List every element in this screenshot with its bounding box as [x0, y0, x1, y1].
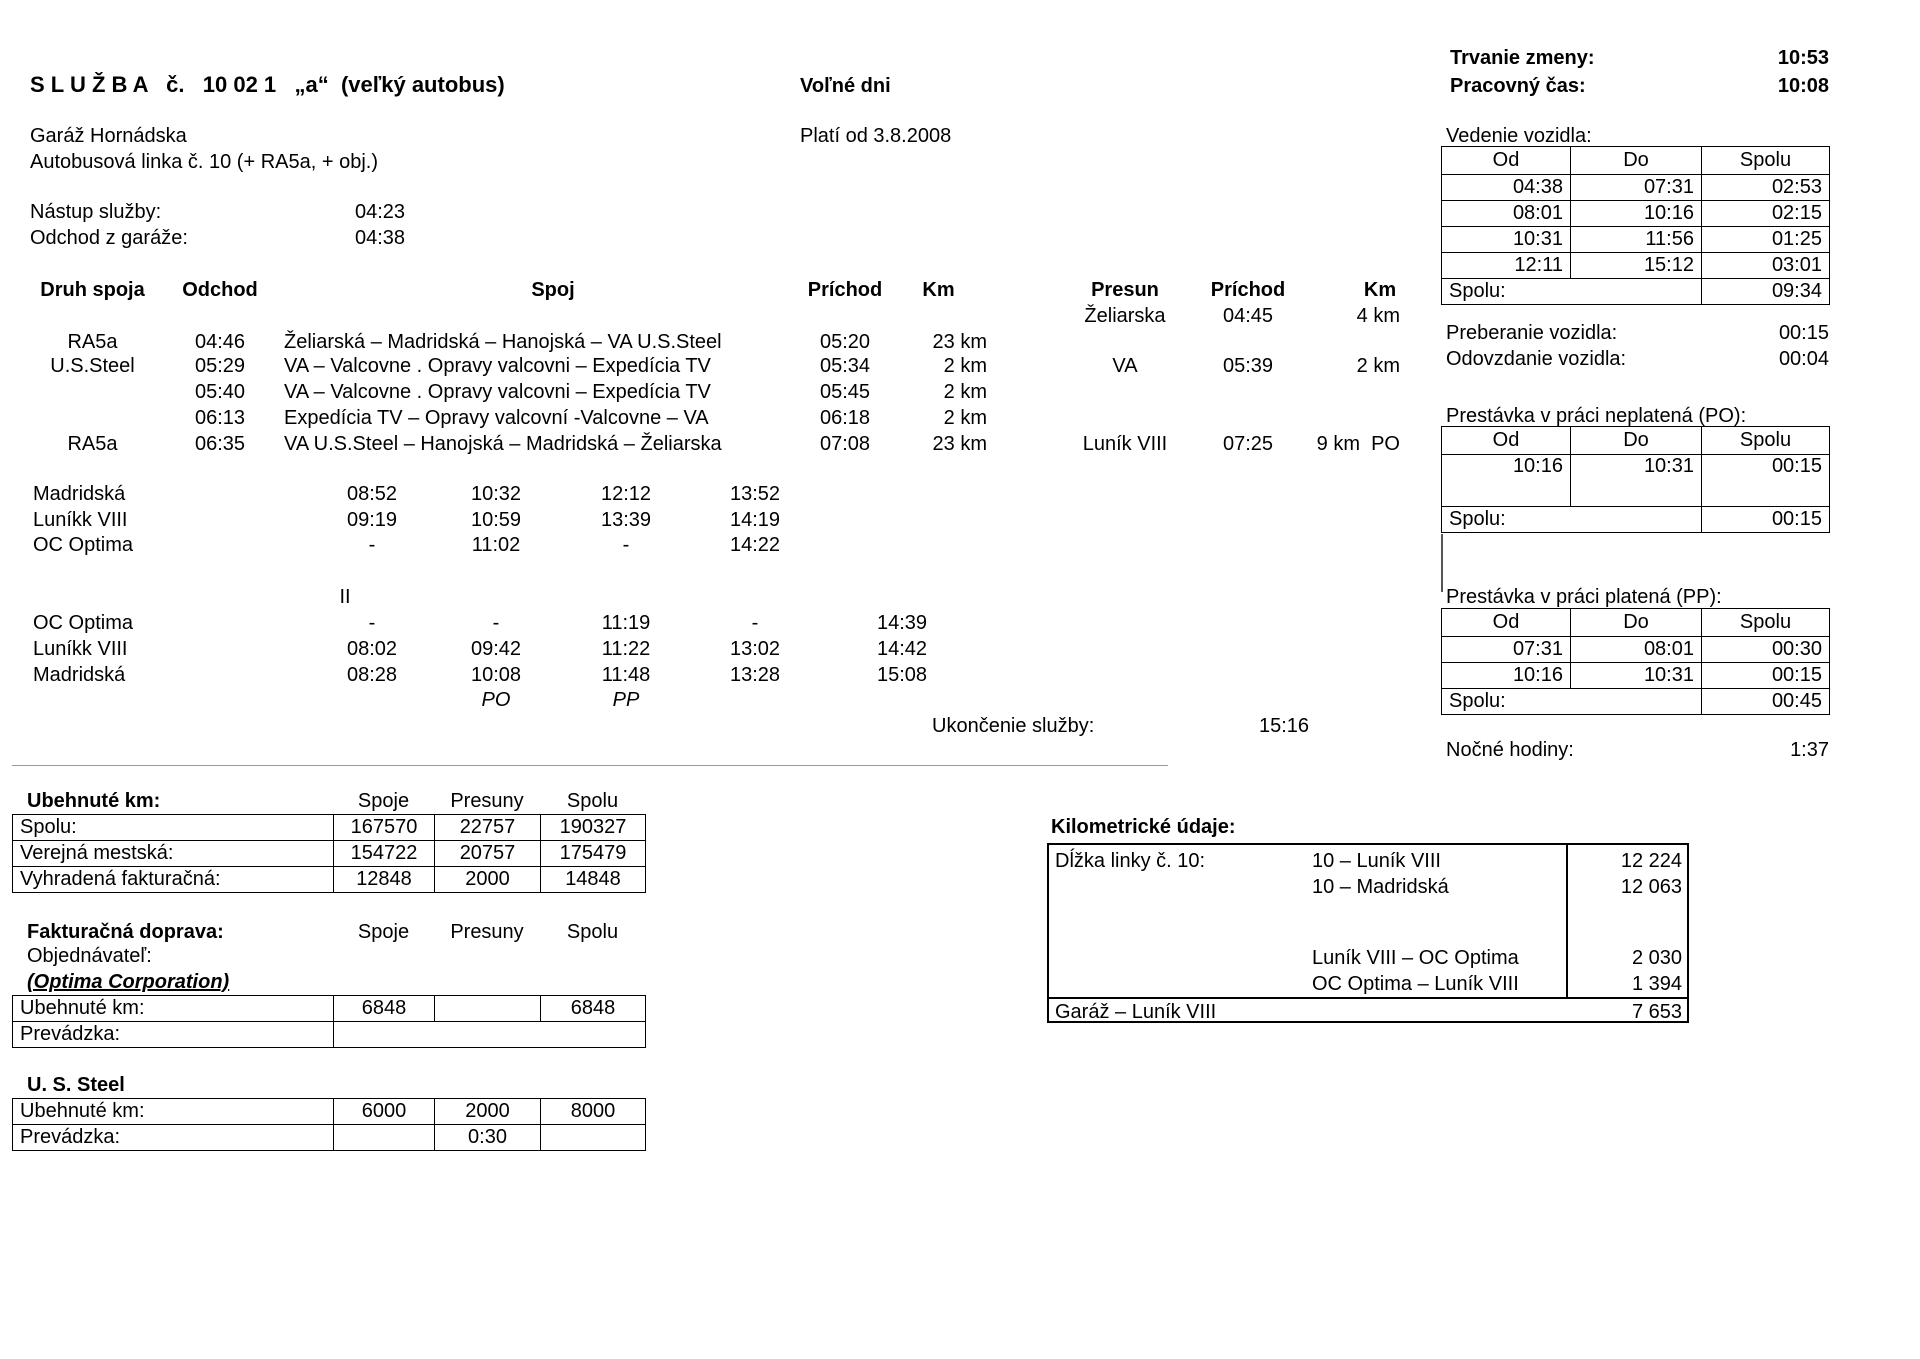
spolu: 6848 — [541, 996, 646, 1022]
route: 10 – Luník VIII — [1312, 850, 1441, 872]
row-label: Prevádzka: — [13, 1022, 334, 1048]
handover-value: 00:04 — [1778, 348, 1829, 370]
schedule-col-druh-spoja: Druh spoja — [40, 279, 145, 301]
row-label: Vyhradená fakturačná: — [13, 867, 334, 893]
garage-departure-label: Odchod z garáže: — [30, 227, 188, 249]
break-unpaid-header-row — [1442, 427, 1830, 455]
spolu: 02:53 — [1702, 175, 1830, 201]
billing-row — [13, 996, 646, 1022]
time: - — [492, 612, 500, 634]
end-of-service-label: Ukončenie služby: — [932, 715, 1095, 737]
km-2: 9 km PO — [1316, 433, 1400, 455]
time: 10:32 — [470, 483, 522, 505]
spolu: 00:30 — [1702, 637, 1830, 663]
prichod-2: 07:25 — [1222, 433, 1274, 455]
line-length-label: Dĺžka linky č. 10: — [1055, 850, 1206, 872]
od: 04:38 — [1442, 175, 1571, 201]
prichod-2: 05:39 — [1222, 355, 1274, 377]
schedule-col-presun: Presun — [1091, 279, 1159, 301]
col-od: Od — [1442, 609, 1571, 637]
spoje: 167570 — [334, 815, 435, 841]
valid-from: Platí od 3.8.2008 — [800, 125, 952, 147]
break-paid-title: Prestávka v práci platená (PP): — [1446, 586, 1722, 608]
spolu: 01:25 — [1702, 227, 1830, 253]
presun: VA — [1112, 355, 1138, 377]
break-paid-header-row — [1442, 609, 1830, 637]
driving-row — [1442, 227, 1830, 253]
km-summary-row — [13, 867, 646, 893]
schedule-col-km-2: Km — [1363, 279, 1397, 301]
od: 10:16 — [1442, 455, 1571, 507]
spoj-route: Želiarská – Madridská – Hanojská – VA U.S.Steel — [284, 331, 722, 353]
free-days-label: Voľné dni — [800, 75, 891, 97]
break-paid-table — [1441, 608, 1830, 715]
spolu: 8000 — [541, 1099, 646, 1125]
time: 14:42 — [876, 638, 928, 660]
row-label: Prevádzka: — [13, 1125, 334, 1151]
spolu: 02:15 — [1702, 201, 1830, 227]
col-do: Do — [1571, 147, 1702, 175]
schedule-col-prichod-2: Príchod — [1210, 279, 1286, 301]
garage-route: Garáž – Luník VIII — [1055, 1001, 1217, 1023]
km-summary-title: Ubehnuté km: — [27, 790, 161, 812]
do: 07:31 — [1571, 175, 1702, 201]
col-spolu: Spolu — [566, 921, 619, 943]
do: 10:16 — [1571, 201, 1702, 227]
break-paid-row — [1442, 663, 1830, 689]
prichod-value: 04:45 — [1222, 305, 1274, 327]
spolu — [541, 1125, 646, 1151]
km-summary-row — [13, 841, 646, 867]
col-spolu: Spolu — [566, 790, 619, 812]
stop-name: Madridská — [33, 664, 126, 686]
billing-table — [12, 995, 646, 1048]
time: 14:19 — [729, 509, 781, 531]
takeover-value: 00:15 — [1778, 322, 1829, 344]
col-spoje: Spoje — [357, 790, 410, 812]
time: 09:42 — [470, 638, 522, 660]
spoj-route: Expedícia TV – Opravy valcovní -Valcovne – VA — [284, 407, 709, 429]
row-value — [334, 1022, 646, 1048]
time: 11:22 — [601, 638, 651, 660]
time: 11:19 — [601, 612, 651, 634]
druh-spoja: U.S.Steel — [50, 355, 135, 377]
stop-name: Madridská — [33, 483, 126, 505]
garage-name: Garáž Hornádska — [30, 125, 187, 147]
od: 10:16 — [1442, 663, 1571, 689]
col-presuny: Presuny — [450, 921, 524, 943]
odchod: 06:13 — [194, 407, 246, 429]
prichod: 06:18 — [819, 407, 871, 429]
schedule-col-km: Km — [922, 279, 955, 301]
schedule-col-spoj: Spoj — [531, 279, 575, 301]
note-pp: PP — [612, 689, 640, 711]
col-spolu: Spolu — [1702, 427, 1830, 455]
presun: Luník VIII — [1082, 433, 1168, 455]
time: 10:59 — [470, 509, 522, 531]
table-divider — [1566, 845, 1568, 997]
spolu: 175479 — [541, 841, 646, 867]
od: 08:01 — [1442, 201, 1571, 227]
total-value: 09:34 — [1702, 279, 1830, 305]
time: 14:22 — [729, 534, 781, 556]
spolu: 00:15 — [1702, 663, 1830, 689]
col-spolu: Spolu — [1702, 609, 1830, 637]
druh-spoja: RA5a — [67, 433, 118, 455]
total-label: Spolu: — [1442, 507, 1702, 533]
presun-value: Želiarska — [1084, 305, 1166, 327]
time: 13:39 — [600, 509, 652, 531]
presuny — [435, 996, 541, 1022]
handover-label: Odovzdanie vozidla: — [1446, 348, 1627, 370]
presuny: 0:30 — [435, 1125, 541, 1151]
odchod: 04:46 — [194, 331, 246, 353]
customer-name: (Optima Corporation) — [27, 971, 230, 993]
time: 08:28 — [346, 664, 398, 686]
row-label: Ubehnuté km: — [13, 996, 334, 1022]
page-title: S L U Ž B A č. 10 02 1 „a“ (veľký autobus) — [30, 72, 505, 97]
route-km: 12 063 — [1620, 876, 1682, 898]
odchod: 05:29 — [194, 355, 246, 377]
km-data-table — [1047, 843, 1689, 1023]
end-of-service-value: 15:16 — [1259, 715, 1310, 737]
km-value: 4 km — [1356, 305, 1400, 327]
stop-name: OC Optima — [33, 534, 134, 556]
col-do: Do — [1571, 427, 1702, 455]
spolu: 00:15 — [1702, 455, 1830, 507]
spoj-route: VA – Valcovne . Opravy valcovni – Expedícia TV — [284, 381, 711, 403]
do: 10:31 — [1571, 663, 1702, 689]
time: 15:08 — [876, 664, 928, 686]
col-spolu: Spolu — [1702, 147, 1830, 175]
time: - — [622, 534, 630, 556]
time: - — [751, 612, 759, 634]
route: OC Optima – Luník VIII — [1312, 973, 1519, 995]
prichod: 05:45 — [819, 381, 871, 403]
km-summary-table — [12, 814, 646, 893]
night-hours-label: Nočné hodiny: — [1446, 739, 1574, 761]
time: 08:52 — [346, 483, 398, 505]
row-label: Spolu: — [13, 815, 334, 841]
od: 12:11 — [1442, 253, 1571, 279]
takeover-label: Preberanie vozidla: — [1446, 322, 1618, 344]
km: 2 km — [943, 381, 987, 403]
break-paid-total-row — [1442, 689, 1830, 715]
spoje: 6848 — [334, 996, 435, 1022]
spoje — [334, 1125, 435, 1151]
prichod: 05:20 — [819, 331, 871, 353]
driving-table-title: Vedenie vozidla: — [1446, 125, 1592, 147]
driving-table — [1441, 146, 1830, 305]
garage-departure-value: 04:38 — [355, 227, 406, 249]
time: 14:39 — [876, 612, 928, 634]
do: 08:01 — [1571, 637, 1702, 663]
time: 10:08 — [470, 664, 522, 686]
section-divider — [12, 765, 1168, 766]
schedule-col-prichod: Príchod — [807, 279, 883, 301]
work-time-value: 10:08 — [1777, 75, 1829, 97]
route-km: 1 394 — [1631, 973, 1682, 995]
ussteel-title: U. S. Steel — [27, 1074, 125, 1096]
odchod: 05:40 — [194, 381, 246, 403]
row-label: Verejná mestská: — [13, 841, 334, 867]
do: 15:12 — [1571, 253, 1702, 279]
night-hours-value: 1:37 — [1790, 739, 1829, 761]
billing-row — [13, 1022, 646, 1048]
total-value: 00:15 — [1702, 507, 1830, 533]
spolu: 190327 — [541, 815, 646, 841]
spoj-route: VA U.S.Steel – Hanojská – Madridská – Želiarska — [284, 433, 722, 455]
break-unpaid-table — [1441, 426, 1830, 533]
col-do: Do — [1571, 609, 1702, 637]
schedule-col-odchod: Odchod — [182, 279, 258, 301]
spolu: 03:01 — [1702, 253, 1830, 279]
spoj-route: VA – Valcovne . Opravy valcovni – Expedícia TV — [284, 355, 711, 377]
ussteel-table — [12, 1098, 646, 1151]
total-label: Spolu: — [1442, 689, 1702, 715]
stop-name: Luníkk VIII — [33, 509, 128, 531]
service-start-value: 04:23 — [355, 201, 406, 223]
col-presuny: Presuny — [450, 790, 524, 812]
shift-duration-value: 10:53 — [1777, 47, 1829, 69]
prichod: 07:08 — [819, 433, 871, 455]
time: - — [368, 534, 376, 556]
col-od: Od — [1442, 427, 1571, 455]
spoje: 154722 — [334, 841, 435, 867]
time: 13:52 — [729, 483, 781, 505]
do: 10:31 — [1571, 455, 1702, 507]
km: 2 km — [943, 407, 987, 429]
stop-name: Luníkk VIII — [33, 638, 128, 660]
prichod: 05:34 — [819, 355, 871, 377]
route-km: 12 224 — [1620, 850, 1682, 872]
km: 23 km — [932, 331, 987, 353]
work-time-label: Pracovný čas: — [1450, 75, 1586, 97]
row-label: Ubehnuté km: — [13, 1099, 334, 1125]
presuny: 2000 — [435, 1099, 541, 1125]
route: 10 – Madridská — [1312, 876, 1449, 898]
druh-spoja: RA5a — [67, 331, 118, 353]
break-unpaid-total-row — [1442, 507, 1830, 533]
break-unpaid-title: Prestávka v práci neplatená (PO): — [1446, 405, 1747, 427]
time: 13:28 — [729, 664, 781, 686]
cell-border-artifact — [1441, 534, 1443, 592]
time: - — [368, 612, 376, 634]
stop-name: OC Optima — [33, 612, 134, 634]
time: 11:48 — [601, 664, 651, 686]
time: 13:02 — [729, 638, 781, 660]
time: 09:19 — [346, 509, 398, 531]
do: 11:56 — [1571, 227, 1702, 253]
driving-row — [1442, 201, 1830, 227]
break-paid-row — [1442, 637, 1830, 663]
bus-line: Autobusová linka č. 10 (+ RA5a, + obj.) — [30, 151, 378, 173]
col-spoje: Spoje — [357, 921, 410, 943]
service-start-label: Nástup služby: — [30, 201, 162, 223]
km: 23 km — [932, 433, 987, 455]
presuny: 2000 — [435, 867, 541, 893]
spoje: 6000 — [334, 1099, 435, 1125]
total-value: 00:45 — [1702, 689, 1830, 715]
driving-row — [1442, 175, 1830, 201]
driving-row — [1442, 253, 1830, 279]
od: 07:31 — [1442, 637, 1571, 663]
km: 2 km — [943, 355, 987, 377]
break-unpaid-row — [1442, 455, 1830, 507]
spolu: 14848 — [541, 867, 646, 893]
time: 08:02 — [346, 638, 398, 660]
presuny: 20757 — [435, 841, 541, 867]
shift-duration-label: Trvanie zmeny: — [1450, 47, 1595, 69]
odchod: 06:35 — [194, 433, 246, 455]
route: Luník VIII – OC Optima — [1312, 947, 1519, 969]
km-data-title: Kilometrické údaje: — [1051, 816, 1236, 838]
ussteel-row — [13, 1099, 646, 1125]
driving-header-row — [1442, 147, 1830, 175]
km-summary-total-row — [13, 815, 646, 841]
od: 10:31 — [1442, 227, 1571, 253]
note-po: PO — [481, 689, 511, 711]
billing-title: Fakturačná doprava: — [27, 921, 224, 943]
garage-route-km: 7 653 — [1631, 1001, 1682, 1023]
col-od: Od — [1442, 147, 1571, 175]
time: 12:12 — [600, 483, 652, 505]
spoje: 12848 — [334, 867, 435, 893]
driving-total-row — [1442, 279, 1830, 305]
total-label: Spolu: — [1442, 279, 1702, 305]
time: 11:02 — [471, 534, 521, 556]
block-separator-mark: II — [339, 586, 351, 608]
presuny: 22757 — [435, 815, 541, 841]
route-km: 2 030 — [1631, 947, 1682, 969]
ussteel-row — [13, 1125, 646, 1151]
customer-label: Objednávateľ: — [27, 945, 152, 967]
km-2: 2 km — [1356, 355, 1400, 377]
